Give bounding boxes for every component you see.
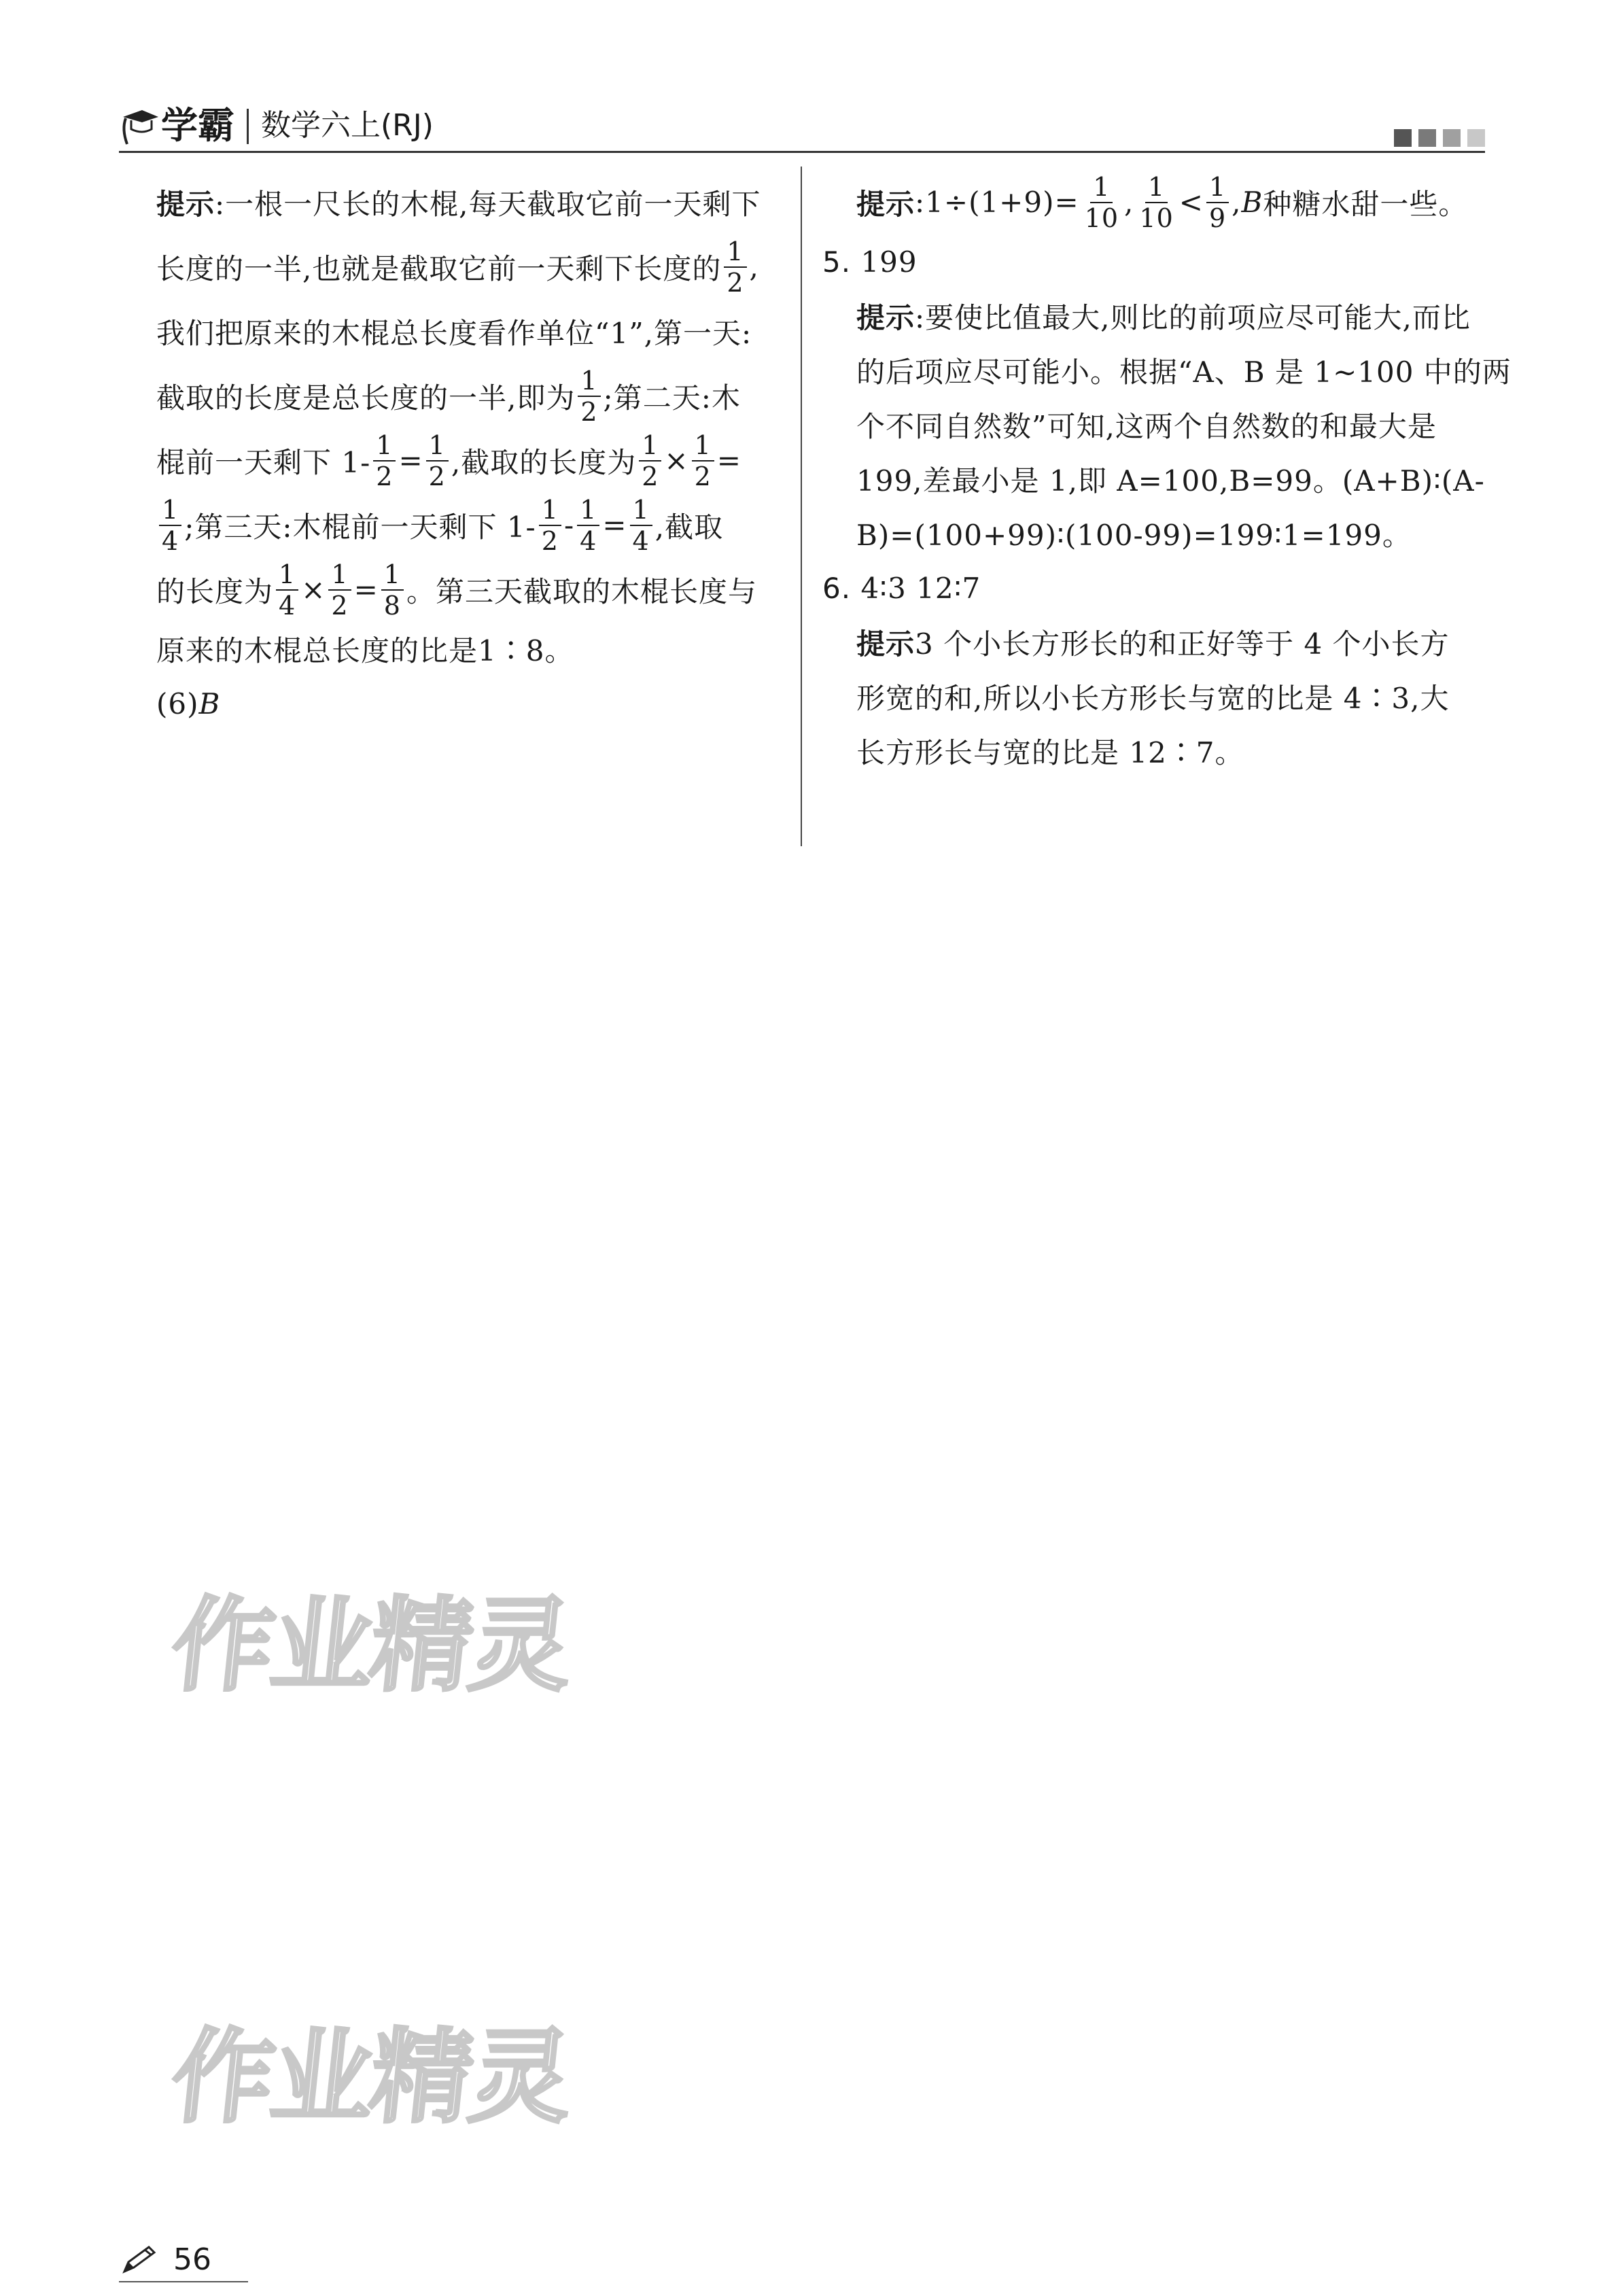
hint-label: 提示 <box>856 301 915 334</box>
question-number: 6. <box>822 571 852 605</box>
text: 形宽的和,所以小长方形长与宽的比是 4∶3,大 <box>856 682 1450 715</box>
page-header <box>119 95 1485 156</box>
text: 长度的一半,也就是截取它前一天剩下长度的 <box>156 251 722 285</box>
header-rule <box>119 151 1485 153</box>
text-line <box>156 493 782 557</box>
question-number: (6) <box>156 686 199 720</box>
text: B <box>1241 186 1263 219</box>
text: B)=(100+99)∶(100-99)=199∶1=199。 <box>856 519 1412 552</box>
text-line <box>156 170 782 234</box>
text-line <box>822 724 1475 778</box>
text: ,截取的长度为 <box>451 445 637 479</box>
text: = <box>398 444 423 477</box>
text: 个不同自然数”可知,这两个自然数的和最大是 <box>856 410 1437 443</box>
fraction: $\frac{1}{10}$ <box>1084 171 1119 233</box>
text: 截取的长度是总长度的一半,即为 <box>156 381 576 415</box>
answer-line <box>156 676 782 731</box>
fraction: $\frac{1}{4}$ <box>630 495 652 556</box>
text: 棍前一天剩下 1- <box>156 445 371 479</box>
fraction: $\frac{1}{4}$ <box>577 495 599 556</box>
text: = <box>716 444 741 477</box>
logo <box>119 95 434 150</box>
fraction: $\frac{1}{4}$ <box>159 495 181 556</box>
header-decoration <box>1394 129 1485 147</box>
text: × <box>664 444 689 477</box>
text: ;第三天:木棍前一天剩下 1- <box>184 510 536 544</box>
fraction: $\frac{1}{2}$ <box>426 430 449 491</box>
text-line <box>822 398 1475 452</box>
fraction: $\frac{1}{8}$ <box>381 559 404 621</box>
text: , <box>1124 186 1134 219</box>
text-line <box>156 234 782 299</box>
hint-label: 提示 <box>156 187 215 221</box>
text-line <box>822 506 1475 561</box>
text: :1÷(1+9)= <box>915 186 1079 219</box>
header-separator <box>247 109 249 144</box>
text: < <box>1179 186 1204 219</box>
text-line <box>156 557 782 622</box>
decor-square <box>1418 129 1436 147</box>
fraction: $\frac{1}{2}$ <box>373 430 396 491</box>
text: , <box>1232 186 1242 219</box>
question-number: 5. <box>822 245 852 279</box>
text: :一根一尺长的木棍,每天截取它前一天剩下 <box>215 187 761 221</box>
text: = <box>602 508 627 542</box>
fraction: $\frac{1}{2}$ <box>639 430 661 491</box>
text-line <box>822 170 1475 234</box>
text: 种糖水甜一些。 <box>1263 187 1468 221</box>
watermark: 作业精灵 <box>166 2019 576 2137</box>
text: 199,差最小是 1,即 A=100,B=99。(A+B)∶(A- <box>856 464 1485 498</box>
fraction: $\frac{1}{10}$ <box>1139 171 1174 233</box>
text: 我们把原来的木棍总长度看作单位“1”,第一天: <box>156 316 752 350</box>
fraction: $\frac{1}{2}$ <box>692 430 714 491</box>
decor-square <box>1394 129 1412 147</box>
text: ;第二天:木 <box>603 381 741 415</box>
text-line <box>156 622 782 676</box>
text: 原来的木棍总长度的比是1∶8。 <box>156 634 574 667</box>
right-column <box>822 170 1512 778</box>
text-line <box>822 615 1475 669</box>
text-line <box>156 364 782 428</box>
answer-line <box>822 234 1475 289</box>
text-line <box>156 428 782 493</box>
text-line <box>822 289 1475 343</box>
text-line <box>822 452 1485 506</box>
column-divider <box>801 167 802 846</box>
answer: 199 <box>860 245 918 279</box>
hint-label: 提示 <box>856 627 915 661</box>
pencil-icon <box>119 2243 160 2277</box>
text: - <box>563 508 575 542</box>
graduation-cap-icon <box>119 102 160 150</box>
decor-square <box>1467 129 1485 147</box>
answer: B <box>198 686 221 720</box>
text: , <box>749 250 759 283</box>
fraction: $\frac{1}{2}$ <box>578 366 600 427</box>
text-line <box>822 669 1475 724</box>
text: × <box>301 573 326 606</box>
text: ,截取 <box>654 510 724 544</box>
text: 。第三天截取的木棍长度与 <box>406 574 757 608</box>
answer-line <box>822 561 1475 615</box>
book-title: 数学六上(RJ) <box>261 108 434 143</box>
left-column <box>156 170 782 731</box>
page-footer <box>119 2243 211 2277</box>
text: 长方形长与宽的比是 12∶7。 <box>856 736 1244 769</box>
logo-text: 学霸 <box>161 104 234 147</box>
text: 的后项应尽可能小。根据“A、B 是 1~100 中的两 <box>856 355 1512 389</box>
text: :要使比值最大,则比的前项应尽可能大,而比 <box>915 301 1471 334</box>
text: = <box>353 573 379 606</box>
fraction: $\frac{1}{2}$ <box>724 237 746 298</box>
fraction: $\frac{1}{4}$ <box>276 559 298 621</box>
text-line <box>156 299 782 364</box>
hint-label: 提示 <box>856 187 915 221</box>
text: 3 个小长方形长的和正好等于 4 个小长方 <box>915 627 1450 661</box>
watermark: 作业精灵 <box>166 1587 576 1705</box>
fraction: $\frac{1}{2}$ <box>328 559 351 621</box>
fraction: $\frac{1}{2}$ <box>539 495 561 556</box>
page-number: 56 <box>173 2242 211 2277</box>
footer-rule <box>119 2281 248 2282</box>
answer: 4∶3 12∶7 <box>860 571 981 605</box>
text: 的长度为 <box>156 574 274 608</box>
fraction: $\frac{1}{9}$ <box>1206 172 1229 233</box>
text-line <box>822 343 1512 398</box>
decor-square <box>1443 129 1461 147</box>
